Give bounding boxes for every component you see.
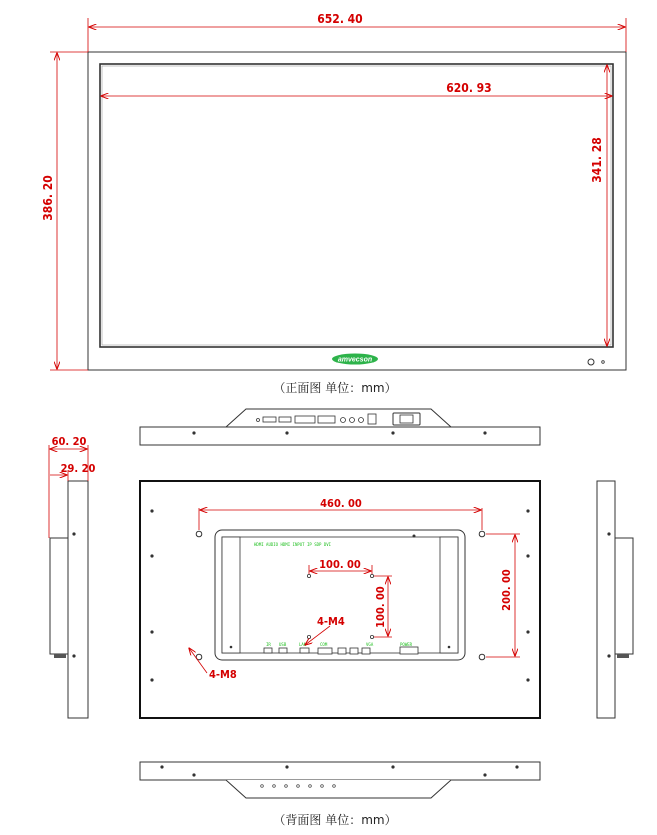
small-height-dimension-label: 100. 00 — [374, 586, 387, 628]
screw-hole-icon — [483, 431, 486, 434]
audio-jack-icon — [341, 418, 346, 423]
port-label: LAN — [299, 642, 307, 647]
screw-hole-icon — [72, 654, 75, 657]
screw-hole-icon — [192, 773, 195, 776]
screw-hole-icon — [150, 630, 153, 633]
side-view-foot — [617, 654, 629, 658]
connector-icon — [400, 647, 418, 654]
m4-label: 4-M4 — [317, 615, 345, 628]
front-view — [41, 12, 626, 395]
m8-label: 4-M8 — [209, 668, 237, 681]
side-view-body — [597, 481, 615, 718]
screw-hole-icon — [515, 765, 518, 768]
side-view-rear-box — [615, 538, 633, 654]
vesa-m4-hole-icon — [307, 574, 310, 577]
port-label: POWER — [400, 642, 413, 647]
vesa-m4-hole-icon — [307, 635, 310, 638]
front-view-caption: （正面图 单位：mm） — [273, 381, 397, 395]
screw-hole-icon — [192, 431, 195, 434]
top-view-frame — [140, 427, 540, 445]
side-view-body — [68, 481, 88, 718]
bottom-view-frame — [140, 762, 540, 780]
vesa-m8-hole-icon — [479, 654, 485, 660]
connector-icon — [362, 648, 370, 654]
vesa-width-dimension-label: 460. 00 — [320, 497, 362, 510]
side-view-rear-box — [50, 538, 68, 654]
power-button-icon[interactable] — [588, 359, 594, 365]
monitor-screen — [100, 64, 613, 347]
right-side-view — [597, 481, 633, 718]
height-dimension-label: 386. 20 — [41, 175, 55, 221]
screw-hole-icon — [391, 765, 394, 768]
rear-housing — [215, 530, 465, 660]
right-bracket — [440, 537, 458, 653]
port-label: COM — [320, 642, 328, 647]
vesa-m8-hole-icon — [479, 531, 485, 537]
brand-logo-text: amvecson — [337, 356, 373, 364]
brand-logo — [332, 354, 378, 365]
depth-dimension-label: 60. 20 — [51, 435, 87, 448]
back-view — [140, 481, 540, 718]
screw-hole-icon — [72, 532, 75, 535]
vga-port-icon — [318, 416, 335, 423]
screw-hole-icon — [607, 654, 610, 657]
screw-hole-icon — [483, 773, 486, 776]
bottom-view-rear-housing — [226, 780, 451, 798]
depth2-dimension-label: 29. 20 — [60, 462, 96, 475]
back-view-caption: （背面图 单位：mm） — [273, 813, 397, 827]
screen-width-dimension-label: 620. 93 — [446, 81, 492, 95]
screw-hole-icon — [150, 509, 153, 512]
dvi-port-icon — [295, 416, 315, 423]
port-label: VGA — [366, 642, 374, 647]
screw-hole-icon — [448, 646, 451, 649]
screw-hole-icon — [391, 431, 394, 434]
top-port-labels: HDMI AUDIO HDMI INPUT IP SDP DVI — [254, 542, 332, 547]
led-indicator-icon — [602, 361, 605, 364]
connector-icon — [264, 648, 272, 653]
port-label: IR — [266, 642, 271, 647]
screw-hole-icon — [150, 678, 153, 681]
side-view-foot — [54, 654, 66, 658]
usb-port-icon — [368, 414, 376, 424]
screw-hole-icon — [607, 532, 610, 535]
vesa-m4-hole-icon — [370, 635, 373, 638]
vesa-m4-hole-icon — [370, 574, 373, 577]
screw-hole-icon — [285, 765, 288, 768]
audio-jack-icon — [359, 418, 364, 423]
hdmi-port-icon — [279, 417, 291, 422]
connector-icon — [318, 648, 332, 654]
screw-hole-icon — [526, 678, 529, 681]
port-label: USB — [279, 642, 287, 647]
audio-jack-icon — [350, 418, 355, 423]
screw-hole-icon — [285, 431, 288, 434]
screw-hole-icon — [526, 554, 529, 557]
top-view — [140, 409, 540, 445]
connector-icon — [279, 648, 287, 653]
screw-hole-icon — [413, 535, 416, 538]
connector-icon — [350, 648, 358, 654]
screen-height-dimension-label: 341. 28 — [590, 137, 604, 183]
left-side-view — [49, 435, 95, 718]
width-dimension-label: 652. 40 — [317, 12, 363, 26]
screw-hole-icon — [160, 765, 163, 768]
screw-hole-icon — [230, 646, 233, 649]
left-bracket — [222, 537, 240, 653]
hdmi-port-icon — [263, 417, 276, 422]
screw-hole-icon — [526, 630, 529, 633]
vesa-height-dimension-label: 200. 00 — [500, 569, 513, 611]
connector-icon — [300, 648, 309, 653]
small-width-dimension-label: 100. 00 — [319, 558, 361, 571]
connector-icon — [338, 648, 346, 654]
screw-hole-icon — [526, 509, 529, 512]
vesa-m8-hole-icon — [196, 531, 202, 537]
bottom-view — [140, 762, 540, 827]
screw-hole-icon — [150, 554, 153, 557]
